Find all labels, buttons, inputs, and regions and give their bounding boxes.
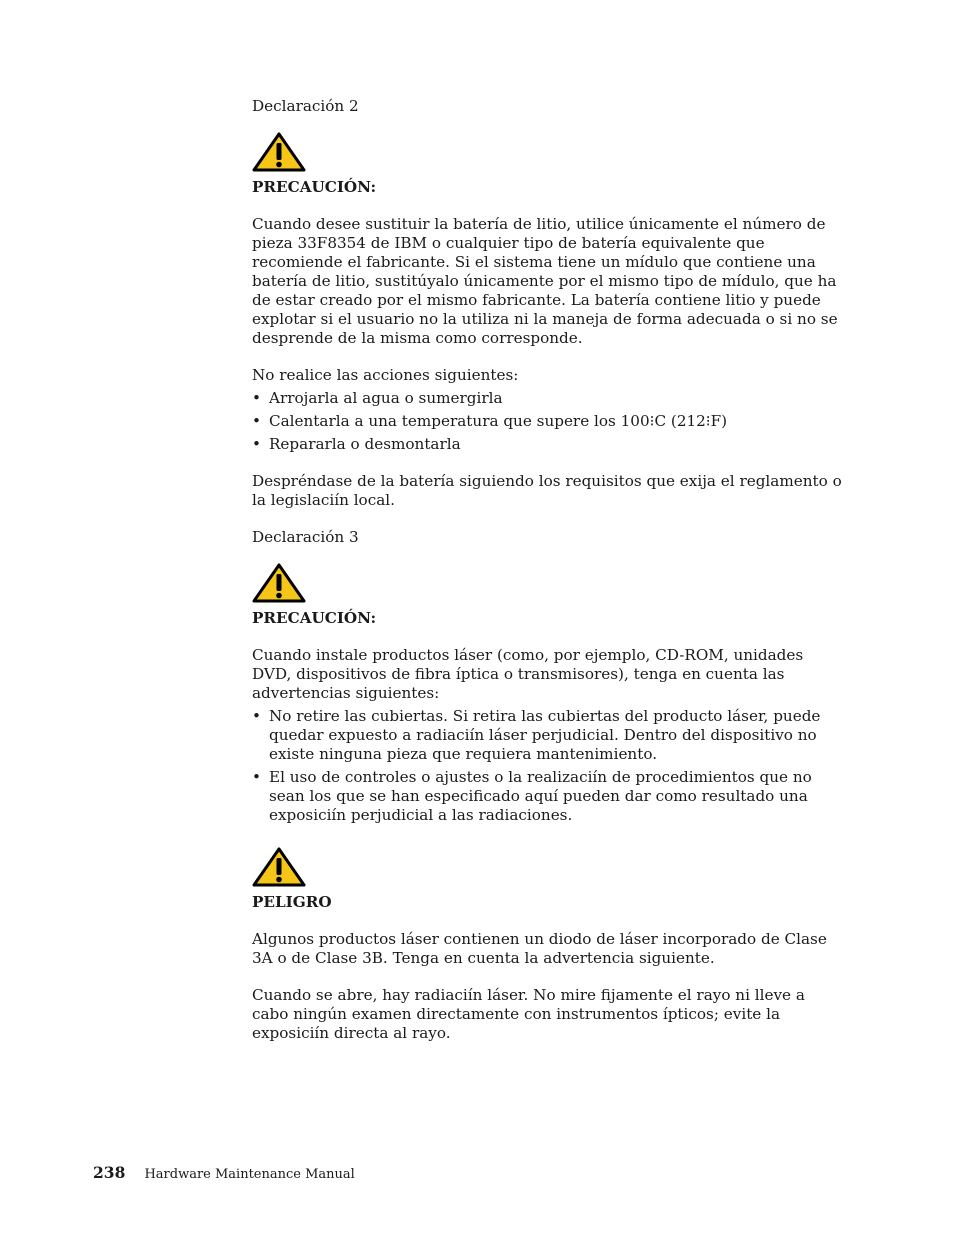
caution-heading: PRECAUCIÓN: bbox=[252, 609, 377, 627]
danger-paragraph: Algunos productos láser contienen un diodo de láser incorporado de Clase 3A o de Clase 3B. Tenga en cuenta la advertencia siguiente. bbox=[252, 930, 827, 967]
disposal-paragraph: Despréndase de la batería siguiendo los requisitos que exija el reglamento o la legislaciín local. bbox=[252, 472, 842, 509]
page-footer bbox=[93, 1163, 355, 1182]
list-item: • El uso de controles o ajustes o la realizaciín de procedimientos que no sean los que se han especificado aquí pueden dar como resultado una exposiciín perjudicial a las radiaciones. bbox=[252, 768, 844, 825]
manual-title: Hardware Maintenance Manual bbox=[144, 1167, 355, 1182]
list-item: • Repararla o desmontarla bbox=[252, 435, 844, 454]
warning-icon-container bbox=[252, 132, 844, 172]
caution-paragraph: Cuando desee sustituir la batería de litio, utilice únicamente el número de pieza 33F8354 de IBM o cualquier tipo de batería equivalente que recomiende el fabricante. Si el sistema tiene un mídulo que contiene una batería de litio, sustitúyalo únicamente por el mismo tipo de mídulo, que ha de estar creado por el mismo fabricante. La batería contiene litio y puede explotar si el usuario no la utiliza ni la maneja de forma adecuada o si no se desprende de la misma como corresponde. bbox=[252, 215, 838, 347]
warning-triangle-icon bbox=[252, 847, 306, 887]
warning-icon-container bbox=[252, 563, 844, 603]
list-item: • Arrojarla al agua o sumergirla bbox=[252, 389, 844, 408]
bullet-list bbox=[252, 707, 844, 825]
bullet-list bbox=[252, 389, 844, 454]
statement-label: Declaración 3 bbox=[252, 528, 359, 546]
list-item: • Calentarla a una temperatura que supere los 100⁝C (212⁝F) bbox=[252, 412, 844, 431]
instruction-paragraph: No realice las acciones siguientes: bbox=[252, 366, 519, 384]
page-number: 238 bbox=[93, 1163, 126, 1182]
warning-triangle-icon bbox=[252, 563, 306, 603]
statement-label: Declaración 2 bbox=[252, 97, 359, 115]
warning-icon-container bbox=[252, 847, 844, 887]
caution-paragraph: Cuando instale productos láser (como, por ejemplo, CD-ROM, unidades DVD, dispositivos de fibra íptica o transmisores), tenga en cuenta las advertencias siguientes: bbox=[252, 646, 804, 702]
warning-triangle-icon bbox=[252, 132, 306, 172]
list-item: • No retire las cubiertas. Si retira las cubiertas del producto láser, puede quedar expuesto a radiaciín láser perjudicial. Dentro del dispositivo no existe ninguna pieza que requiera mantenimiento. bbox=[252, 707, 844, 764]
danger-heading: PELIGRO bbox=[252, 893, 332, 911]
danger-paragraph: Cuando se abre, hay radiaciín láser. No mire fijamente el rayo ni lleve a cabo ningún examen directamente con instrumentos ípticos; evite la exposiciín directa al rayo. bbox=[252, 986, 805, 1042]
caution-heading: PRECAUCIÓN: bbox=[252, 178, 377, 196]
page-content bbox=[252, 97, 844, 1043]
